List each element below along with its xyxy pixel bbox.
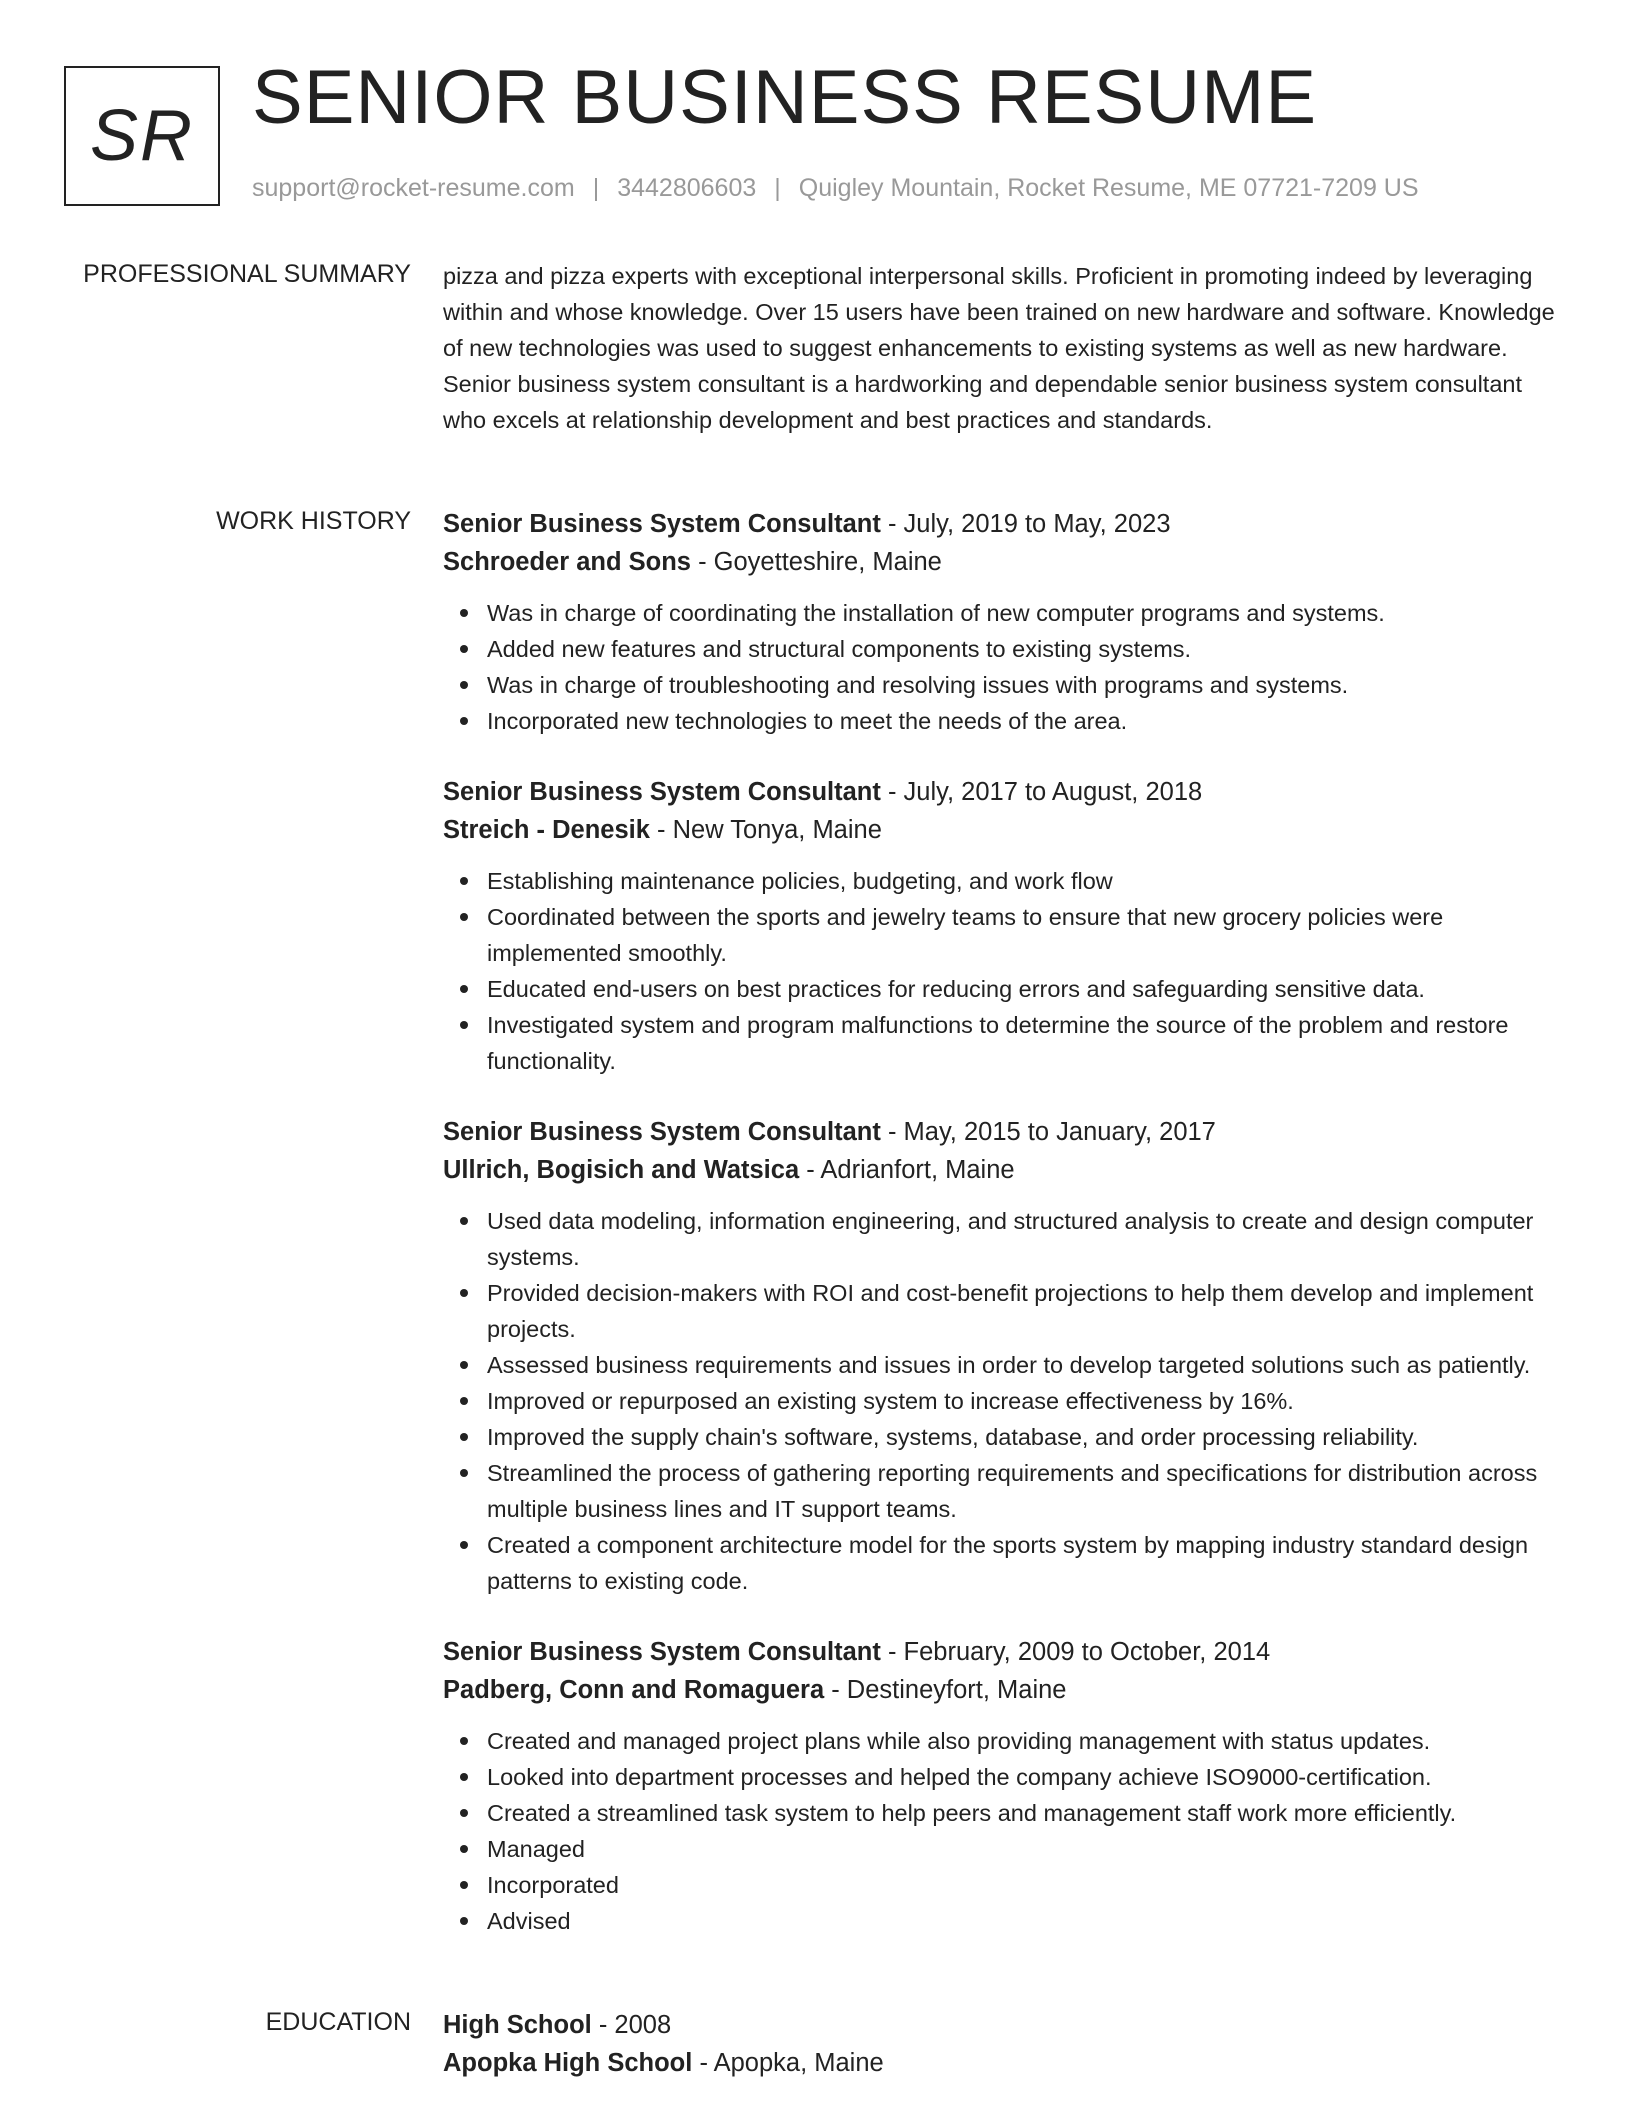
job-bullet: Added new features and structural components to existing systems. — [487, 631, 1555, 667]
job-bullets — [443, 1203, 1555, 1599]
job-dates: - July, 2019 to May, 2023 — [887, 510, 1171, 538]
job-bullet: Streamlined the process of gathering reporting requirements and specifications for distribution across multiple business lines and IT support teams. — [487, 1455, 1555, 1527]
job-bullet: Was in charge of troubleshooting and resolving issues with programs and systems. — [487, 667, 1555, 703]
section-label-work-history: WORK HISTORY — [216, 507, 411, 535]
job-bullet: Assessed business requirements and issues in order to develop targeted solutions such as patiently. — [487, 1347, 1555, 1383]
job-company: Ullrich, Bogisich and Watsica — [443, 1156, 800, 1184]
job-entry — [443, 1113, 1555, 1599]
education-degree-line — [443, 2006, 1555, 2044]
job-bullet: Created and managed project plans while also providing management with status updates. — [487, 1723, 1555, 1759]
job-bullets — [443, 1723, 1555, 1939]
education-degree: High School — [443, 2011, 592, 2039]
education-year: - 2008 — [598, 2011, 672, 2039]
job-bullet: Managed — [487, 1831, 1555, 1867]
job-title-line — [443, 505, 1555, 543]
job-bullet: Coordinated between the sports and jewelry teams to ensure that new grocery policies were implemented smoothly. — [487, 899, 1555, 971]
job-company: Padberg, Conn and Romaguera — [443, 1676, 825, 1704]
job-title: Senior Business System Consultant — [443, 1118, 881, 1146]
job-company-line — [443, 1151, 1555, 1189]
section-label-education: EDUCATION — [265, 2008, 411, 2036]
job-title-line — [443, 773, 1555, 811]
contact-line — [252, 172, 1419, 205]
job-bullet: Investigated system and program malfunctions to determine the source of the problem and restore functionality. — [487, 1007, 1555, 1079]
job-title: Senior Business System Consultant — [443, 1638, 881, 1666]
job-bullet: Created a streamlined task system to help peers and management staff work more efficiently. — [487, 1795, 1555, 1831]
job-bullets — [443, 595, 1555, 739]
section-label-summary: PROFESSIONAL SUMMARY — [83, 260, 411, 288]
contact-separator: | — [592, 174, 600, 202]
job-company: Schroeder and Sons — [443, 548, 691, 576]
job-bullet: Provided decision-makers with ROI and cost-benefit projections to help them develop and implement projects. — [487, 1275, 1555, 1347]
job-bullet: Was in charge of coordinating the installation of new computer programs and systems. — [487, 595, 1555, 631]
education-location: - Apopka, Maine — [699, 2049, 884, 2077]
monogram-initials: SR — [89, 96, 195, 176]
job-title: Senior Business System Consultant — [443, 510, 881, 538]
job-location: - New Tonya, Maine — [657, 816, 882, 844]
job-dates: - May, 2015 to January, 2017 — [887, 1118, 1216, 1146]
job-list — [443, 505, 1555, 1973]
job-location: - Adrianfort, Maine — [806, 1156, 1015, 1184]
monogram-box — [64, 66, 220, 206]
job-company: Streich - Denesik — [443, 816, 650, 844]
job-dates: - July, 2017 to August, 2018 — [887, 778, 1203, 806]
job-bullet: Improved the supply chain's software, systems, database, and order processing reliability. — [487, 1419, 1555, 1455]
job-bullet: Establishing maintenance policies, budgeting, and work flow — [487, 863, 1555, 899]
job-bullets — [443, 863, 1555, 1079]
job-bullet: Incorporated — [487, 1867, 1555, 1903]
job-bullet: Incorporated new technologies to meet the needs of the area. — [487, 703, 1555, 739]
contact-address: Quigley Mountain, Rocket Resume, ME 07721-7209 US — [798, 174, 1419, 202]
job-entry — [443, 1633, 1555, 1939]
job-bullet: Used data modeling, information engineering, and structured analysis to create and design computer systems. — [487, 1203, 1555, 1275]
job-title-line — [443, 1113, 1555, 1151]
education-school: Apopka High School — [443, 2049, 693, 2077]
job-bullet: Advised — [487, 1903, 1555, 1939]
job-bullet: Improved or repurposed an existing system to increase effectiveness by 16%. — [487, 1383, 1555, 1419]
job-location: - Destineyfort, Maine — [831, 1676, 1067, 1704]
education-school-line — [443, 2044, 1555, 2082]
job-entry — [443, 773, 1555, 1079]
resume-title: SENIOR BUSINESS RESUME — [252, 55, 1318, 140]
contact-email: support@rocket-resume.com — [252, 174, 575, 202]
job-company-line — [443, 1671, 1555, 1709]
job-entry — [443, 505, 1555, 739]
contact-separator: | — [774, 174, 781, 202]
job-company-line — [443, 543, 1555, 581]
summary-text: pizza and pizza experts with exceptional interpersonal skills. Proficient in promoting indeed by leveraging within and whose knowledge. Over 15 users have been trained on new hardware and software. Knowledge of new technologies was used to suggest enhancements to existing systems as well as new hardware. Senior business system consultant is a hardworking and dependable senior business system consultant who excels at relationship development and best practices and standards. — [443, 263, 1555, 433]
job-location: - Goyetteshire, Maine — [698, 548, 942, 576]
contact-phone: 3442806603 — [617, 174, 757, 202]
job-dates: - February, 2009 to October, 2014 — [887, 1638, 1271, 1666]
job-title-line — [443, 1633, 1555, 1671]
job-bullet: Looked into department processes and helped the company achieve ISO9000-certification. — [487, 1759, 1555, 1795]
job-title: Senior Business System Consultant — [443, 778, 881, 806]
job-bullet: Created a component architecture model for the sports system by mapping industry standard design patterns to existing code. — [487, 1527, 1555, 1599]
job-bullet: Educated end-users on best practices for reducing errors and safeguarding sensitive data. — [487, 971, 1555, 1007]
job-company-line — [443, 811, 1555, 849]
